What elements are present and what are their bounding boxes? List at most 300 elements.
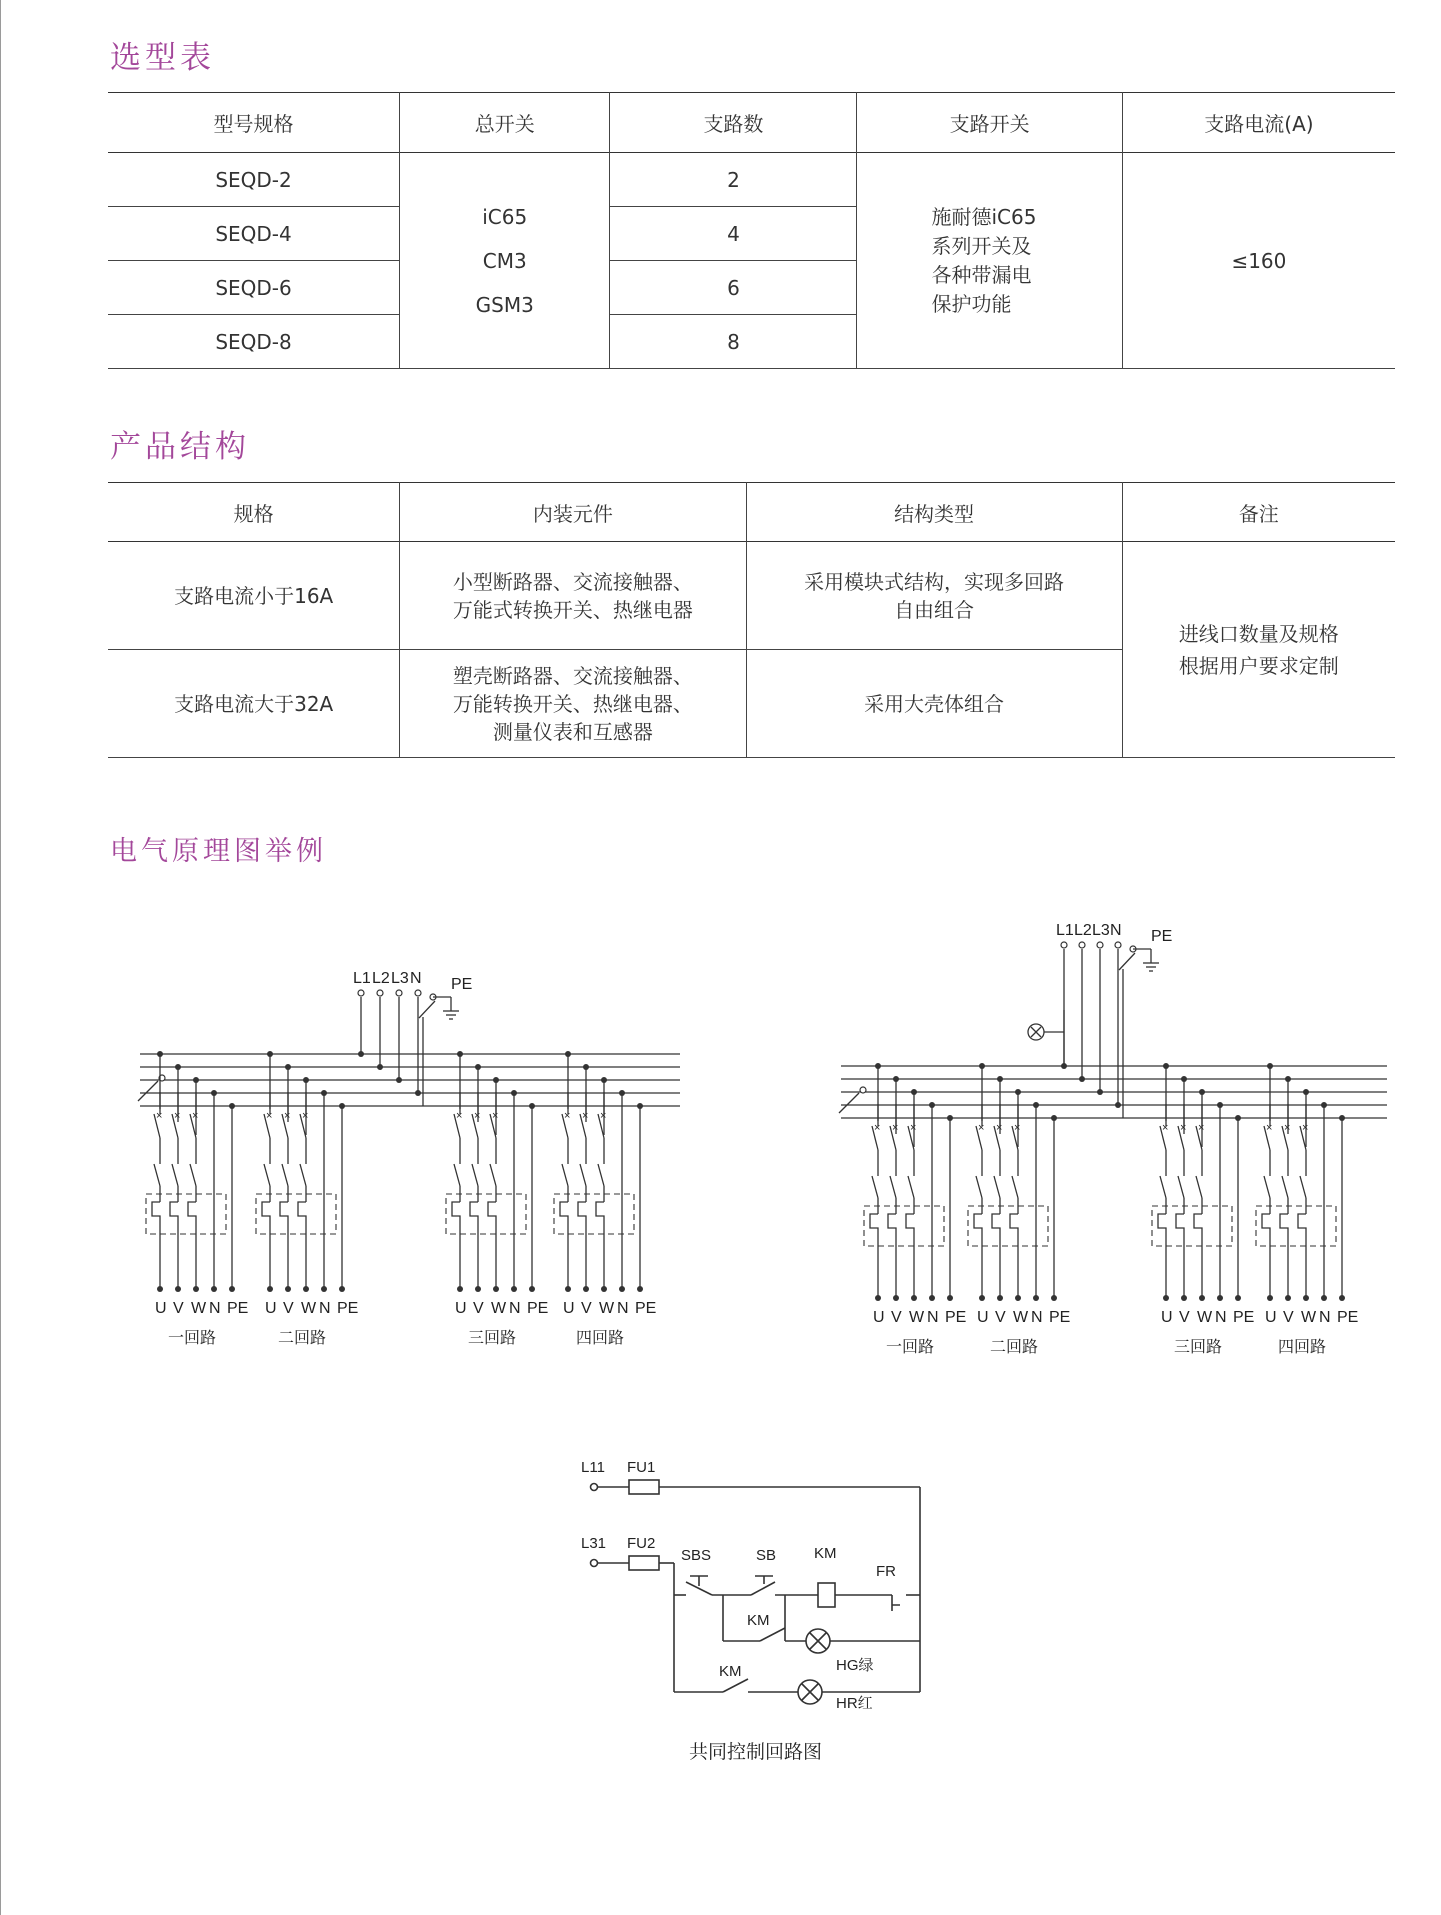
junction-dot xyxy=(303,1077,309,1083)
spec-cell: 支路电流小于16A xyxy=(108,542,400,650)
header-components: 内装元件 xyxy=(400,483,746,542)
output-label: U xyxy=(873,1309,885,1326)
components-line: 小型断路器、交流接触器、 xyxy=(452,569,693,594)
junction-dot xyxy=(583,1286,589,1292)
junction-dot xyxy=(193,1286,199,1292)
circuit-label: 四回路 xyxy=(1278,1339,1327,1356)
junction-dot xyxy=(157,1286,163,1292)
thermal-element xyxy=(152,1202,160,1230)
relay-enclosure xyxy=(1152,1206,1232,1246)
terminal xyxy=(1061,942,1067,948)
contactor-contact xyxy=(472,1164,478,1186)
lamp-hr xyxy=(798,1680,822,1704)
contactor-contact xyxy=(890,1176,896,1198)
switch-sbs-actuator xyxy=(690,1576,708,1586)
junction-dot xyxy=(1267,1295,1273,1301)
control-circuit-labels xyxy=(581,1459,896,1763)
junction-dot xyxy=(511,1286,517,1292)
junction-dot xyxy=(175,1286,181,1292)
structure-type-line: 采用模块式结构，实现多回路 xyxy=(804,569,1065,594)
junction-dot xyxy=(1163,1295,1169,1301)
junction-dot xyxy=(285,1286,291,1292)
thermal-element xyxy=(470,1202,478,1230)
components-line: 测量仪表和互感器 xyxy=(492,719,653,744)
thermal-element xyxy=(906,1214,914,1242)
label-sbs: SBS xyxy=(681,1547,712,1564)
output-label: V xyxy=(473,1300,484,1317)
breaker-mark: × xyxy=(156,1110,163,1122)
input-label: L2 xyxy=(1074,922,1092,939)
junction-dot xyxy=(529,1103,535,1109)
branch-count-cell: 8 xyxy=(610,315,857,369)
output-label: V xyxy=(995,1309,1006,1326)
junction-dot xyxy=(377,1064,383,1070)
output-label: W xyxy=(1013,1309,1029,1326)
junction-dot xyxy=(229,1286,235,1292)
contactor-contact xyxy=(976,1176,982,1198)
switch-contact xyxy=(562,1114,568,1138)
terminal xyxy=(415,990,421,996)
pe-label: PE xyxy=(1151,928,1173,945)
junction-dot xyxy=(475,1286,481,1292)
switch-km-hold xyxy=(760,1628,785,1641)
breaker-mark: × xyxy=(474,1110,481,1122)
junction-dot xyxy=(1015,1089,1021,1095)
branch-switch-line: 各种带漏电 xyxy=(931,262,1032,287)
pe-switch xyxy=(1119,953,1135,970)
header-branch-switch: 支路开关 xyxy=(857,93,1122,153)
coil-km xyxy=(818,1583,835,1607)
output-label: N xyxy=(509,1300,521,1317)
output-label: N xyxy=(1319,1309,1331,1326)
terminal xyxy=(1115,942,1121,948)
junction-dot xyxy=(997,1295,1003,1301)
structure-type-cell xyxy=(746,542,1122,650)
components-line: 万能转换开关、热继电器、 xyxy=(452,691,693,716)
junction-dot xyxy=(1079,1076,1085,1082)
junction-dot xyxy=(1217,1295,1223,1301)
breaker-mark: × xyxy=(1014,1122,1021,1134)
thermal-element xyxy=(280,1202,288,1230)
switch-contact xyxy=(282,1114,288,1138)
output-label: V xyxy=(173,1300,184,1317)
junction-dot xyxy=(457,1051,463,1057)
junction-dot xyxy=(875,1295,881,1301)
pe-label: PE xyxy=(451,976,473,993)
thermal-element xyxy=(1176,1214,1184,1242)
output-label: V xyxy=(1179,1309,1190,1326)
junction-dot xyxy=(1267,1063,1273,1069)
junction-dot xyxy=(358,1051,364,1057)
junction-dot xyxy=(1015,1295,1021,1301)
contactor-contact xyxy=(454,1164,460,1186)
thermal-element xyxy=(1280,1214,1288,1242)
junction-dot xyxy=(321,1286,327,1292)
relay-enclosure xyxy=(146,1194,226,1234)
model-cell: SEQD-6 xyxy=(108,261,400,315)
output-label: W xyxy=(1197,1309,1213,1326)
circuit-label: 四回路 xyxy=(576,1330,625,1347)
breaker-mark: × xyxy=(1266,1122,1273,1134)
junction-dot xyxy=(193,1077,199,1083)
switch-contact xyxy=(1196,1126,1202,1150)
label-l11: L11 xyxy=(581,1459,605,1476)
junction-dot xyxy=(929,1102,935,1108)
switch-contact xyxy=(1264,1126,1270,1150)
header-main-switch: 总开关 xyxy=(400,93,610,153)
junction-dot xyxy=(211,1090,217,1096)
header-spec: 规格 xyxy=(108,483,400,542)
thermal-element xyxy=(888,1214,896,1242)
junction-dot xyxy=(1061,1063,1067,1069)
relay-enclosure xyxy=(446,1194,526,1234)
selection-table xyxy=(108,92,1395,369)
output-label: PE xyxy=(337,1300,359,1317)
junction-dot xyxy=(475,1064,481,1070)
junction-dot xyxy=(415,1090,421,1096)
output-label: PE xyxy=(945,1309,967,1326)
contactor-contact xyxy=(300,1164,306,1186)
left-distribution-diagram xyxy=(138,970,680,1347)
junction-dot xyxy=(1339,1115,1345,1121)
main-switch-mark xyxy=(138,1081,158,1101)
label-fu2: FU2 xyxy=(627,1535,656,1552)
junction-dot xyxy=(457,1286,463,1292)
junction-dot xyxy=(267,1286,273,1292)
switch-contact xyxy=(154,1114,160,1138)
switch-contact xyxy=(300,1114,306,1138)
contactor-contact xyxy=(598,1164,604,1186)
model-cell: SEQD-8 xyxy=(108,315,400,369)
table-row xyxy=(108,542,1395,650)
junction-dot xyxy=(1097,1089,1103,1095)
contactor-contact xyxy=(994,1176,1000,1198)
breaker-mark: × xyxy=(910,1122,917,1134)
branch-switch-line: 系列开关及 xyxy=(931,233,1032,258)
structure-type-line: 自由组合 xyxy=(894,597,975,622)
junction-dot xyxy=(997,1076,1003,1082)
breaker-mark: × xyxy=(1180,1122,1187,1134)
output-label: V xyxy=(581,1300,592,1317)
output-label: V xyxy=(891,1309,902,1326)
output-label: W xyxy=(909,1309,925,1326)
branch-count-cell: 4 xyxy=(610,207,857,261)
junction-dot xyxy=(1285,1076,1291,1082)
indicator-lamp-cross xyxy=(1031,1027,1041,1037)
breaker-mark: × xyxy=(978,1122,985,1134)
table-row xyxy=(108,153,1395,207)
breaker-mark: × xyxy=(892,1122,899,1134)
breaker-mark: × xyxy=(564,1110,571,1122)
junction-dot xyxy=(529,1286,535,1292)
header-branch-count: 支路数 xyxy=(610,93,857,153)
circuit-label: 三回路 xyxy=(1174,1339,1223,1356)
label-fr: FR xyxy=(876,1563,896,1580)
breaker-mark: × xyxy=(174,1110,181,1122)
thermal-element xyxy=(578,1202,586,1230)
switch-contact xyxy=(976,1126,982,1150)
label-l31: L31 xyxy=(581,1535,607,1552)
header-structure-type: 结构类型 xyxy=(746,483,1122,542)
switch-contact xyxy=(872,1126,878,1150)
terminal-l31 xyxy=(591,1560,598,1567)
input-label: N xyxy=(410,970,422,987)
output-label: PE xyxy=(1049,1309,1071,1326)
switch-contact xyxy=(454,1114,460,1138)
main-switch-cell xyxy=(400,153,610,369)
output-label: W xyxy=(191,1300,207,1317)
switch-contact xyxy=(1012,1126,1018,1150)
header-remark: 备注 xyxy=(1122,483,1395,542)
output-label: U xyxy=(1161,1309,1173,1326)
contactor-contact xyxy=(282,1164,288,1186)
junction-dot xyxy=(1321,1295,1327,1301)
terminal xyxy=(358,990,364,996)
branch-switch-cell xyxy=(857,153,1122,369)
contactor-contact xyxy=(154,1164,160,1186)
output-label: W xyxy=(301,1300,317,1317)
page-left-rule xyxy=(0,0,1,1915)
circuit-label: 二回路 xyxy=(990,1339,1039,1356)
output-label: N xyxy=(617,1300,629,1317)
pe-switch xyxy=(419,1001,435,1018)
model-cell: SEQD-2 xyxy=(108,153,400,207)
contactor-contact xyxy=(1160,1176,1166,1198)
junction-dot xyxy=(1235,1295,1241,1301)
structure-header-row xyxy=(108,483,1395,542)
switch-contact xyxy=(172,1114,178,1138)
breaker-mark: × xyxy=(192,1110,199,1122)
thermal-element xyxy=(992,1214,1000,1242)
spec-cell: 支路电流大于32A xyxy=(108,650,400,758)
switch-sb-actuator xyxy=(755,1576,773,1584)
thermal-element xyxy=(262,1202,270,1230)
contactor-contact xyxy=(580,1164,586,1186)
junction-dot xyxy=(1051,1295,1057,1301)
thermal-element xyxy=(560,1202,568,1230)
junction-dot xyxy=(285,1064,291,1070)
junction-dot xyxy=(565,1286,571,1292)
junction-dot xyxy=(947,1115,953,1121)
fuse-fu2 xyxy=(629,1556,659,1570)
output-label: PE xyxy=(527,1300,549,1317)
junction-dot xyxy=(1303,1089,1309,1095)
terminal xyxy=(860,1087,866,1093)
output-label: W xyxy=(491,1300,507,1317)
breaker-mark: × xyxy=(1302,1122,1309,1134)
thermal-element xyxy=(452,1202,460,1230)
junction-dot xyxy=(1339,1295,1345,1301)
breaker-mark: × xyxy=(600,1110,607,1122)
terminal xyxy=(1130,946,1136,952)
thermal-element xyxy=(1298,1214,1306,1242)
junction-dot xyxy=(1033,1102,1039,1108)
components-line: 万能式转换开关、热继电器 xyxy=(452,597,693,622)
lamp-hr-cross xyxy=(802,1684,818,1700)
circuit-label: 一回路 xyxy=(886,1339,935,1356)
output-label: N xyxy=(1031,1309,1043,1326)
junction-dot xyxy=(565,1051,571,1057)
label-sb: SB xyxy=(756,1547,777,1564)
junction-dot xyxy=(229,1103,235,1109)
contactor-contact xyxy=(264,1164,270,1186)
breaker-mark: × xyxy=(1162,1122,1169,1134)
output-label: W xyxy=(599,1300,615,1317)
junction-dot xyxy=(1181,1076,1187,1082)
junction-dot xyxy=(1033,1295,1039,1301)
contactor-contact xyxy=(1012,1176,1018,1198)
components-line: 塑壳断路器、交流接触器、 xyxy=(452,663,693,688)
input-label: L3 xyxy=(391,970,409,987)
output-label: PE xyxy=(1233,1309,1255,1326)
relay-enclosure xyxy=(968,1206,1048,1246)
junction-dot xyxy=(601,1286,607,1292)
header-model: 型号规格 xyxy=(108,93,400,153)
contactor-contact xyxy=(1196,1176,1202,1198)
label-km-hold: KM xyxy=(747,1612,770,1629)
input-label: N xyxy=(1110,922,1122,939)
contactor-contact xyxy=(1178,1176,1184,1198)
output-label: U xyxy=(1265,1309,1277,1326)
junction-dot xyxy=(303,1286,309,1292)
switch-contact xyxy=(580,1114,586,1138)
main-switch-item: iC65 xyxy=(482,204,528,229)
junction-dot xyxy=(979,1295,985,1301)
junction-dot xyxy=(493,1077,499,1083)
junction-dot xyxy=(875,1063,881,1069)
junction-dot xyxy=(601,1077,607,1083)
label-km-aux: KM xyxy=(719,1663,742,1680)
switch-contact xyxy=(264,1114,270,1138)
relay-enclosure xyxy=(554,1194,634,1234)
remark-line: 进线口数量及规格 xyxy=(1178,621,1339,646)
lamp-hg-cross xyxy=(810,1633,826,1649)
junction-dot xyxy=(267,1051,273,1057)
label-hg: HG绿 xyxy=(836,1657,874,1674)
junction-dot xyxy=(893,1295,899,1301)
output-label: U xyxy=(455,1300,467,1317)
section-title-selection: 选型表 xyxy=(110,40,215,76)
main-switch-mark xyxy=(839,1093,859,1113)
switch-contact xyxy=(598,1114,604,1138)
circuit-label: 三回路 xyxy=(468,1330,517,1347)
input-label: L3 xyxy=(1092,922,1110,939)
terminal-l11 xyxy=(591,1484,598,1491)
header-branch-current: 支路电流(A) xyxy=(1122,93,1395,153)
branch-switch-line: 施耐德iC65 xyxy=(931,204,1037,229)
section-title-schematic: 电气原理图举例 xyxy=(110,836,327,867)
right-distribution-diagram xyxy=(839,922,1387,1356)
relay-enclosure xyxy=(1256,1206,1336,1246)
junction-dot xyxy=(1181,1295,1187,1301)
breaker-mark: × xyxy=(284,1110,291,1122)
breaker-mark: × xyxy=(266,1110,273,1122)
junction-dot xyxy=(211,1286,217,1292)
terminal xyxy=(377,990,383,996)
output-label: PE xyxy=(635,1300,657,1317)
components-cell xyxy=(400,542,746,650)
output-label: U xyxy=(563,1300,575,1317)
relay-enclosure xyxy=(864,1206,944,1246)
thermal-element xyxy=(870,1214,878,1242)
switch-contact xyxy=(1282,1126,1288,1150)
label-fu1: FU1 xyxy=(627,1459,656,1476)
junction-dot xyxy=(321,1090,327,1096)
contactor-contact xyxy=(490,1164,496,1186)
input-label: L2 xyxy=(372,970,390,987)
main-switch-item: CM3 xyxy=(482,248,527,273)
remark-cell xyxy=(1122,542,1395,758)
thermal-element xyxy=(488,1202,496,1230)
remark-line: 根据用户要求定制 xyxy=(1178,653,1339,678)
contactor-contact xyxy=(1282,1176,1288,1198)
contactor-contact xyxy=(190,1164,196,1186)
switch-contact xyxy=(490,1114,496,1138)
switch-contact xyxy=(890,1126,896,1150)
branch-count-cell: 6 xyxy=(610,261,857,315)
structure-table xyxy=(108,482,1395,758)
thermal-element xyxy=(1158,1214,1166,1242)
junction-dot xyxy=(979,1063,985,1069)
terminal xyxy=(159,1075,165,1081)
junction-dot xyxy=(339,1286,345,1292)
contactor-contact xyxy=(872,1176,878,1198)
thermal-element xyxy=(170,1202,178,1230)
junction-dot xyxy=(1199,1295,1205,1301)
input-label: L1 xyxy=(1056,922,1074,939)
label-hr: HR红 xyxy=(836,1695,873,1712)
terminal xyxy=(396,990,402,996)
contactor-contact xyxy=(908,1176,914,1198)
junction-dot xyxy=(1303,1295,1309,1301)
junction-dot xyxy=(1285,1295,1291,1301)
circuit-label: 一回路 xyxy=(168,1330,217,1347)
breaker-mark: × xyxy=(996,1122,1003,1134)
junction-dot xyxy=(157,1051,163,1057)
relay-fr xyxy=(892,1595,900,1611)
junction-dot xyxy=(911,1295,917,1301)
junction-dot xyxy=(396,1077,402,1083)
junction-dot xyxy=(911,1089,917,1095)
switch-contact xyxy=(1300,1126,1306,1150)
main-switch-item: GSM3 xyxy=(475,292,534,317)
thermal-element xyxy=(596,1202,604,1230)
thermal-element xyxy=(188,1202,196,1230)
junction-dot xyxy=(583,1064,589,1070)
output-label: PE xyxy=(227,1300,249,1317)
junction-dot xyxy=(493,1286,499,1292)
junction-dot xyxy=(1199,1089,1205,1095)
branch-current-cell: ≤160 xyxy=(1122,153,1395,369)
lamp-hg xyxy=(806,1629,830,1653)
switch-contact xyxy=(190,1114,196,1138)
input-label: L1 xyxy=(353,970,371,987)
breaker-mark: × xyxy=(302,1110,309,1122)
output-label: PE xyxy=(1337,1309,1359,1326)
thermal-element xyxy=(1194,1214,1202,1242)
switch-contact xyxy=(994,1126,1000,1150)
breaker-mark: × xyxy=(492,1110,499,1122)
breaker-mark: × xyxy=(456,1110,463,1122)
switch-contact xyxy=(1160,1126,1166,1150)
junction-dot xyxy=(1321,1102,1327,1108)
output-label: N xyxy=(1215,1309,1227,1326)
branch-switch-line: 保护功能 xyxy=(931,291,1012,316)
relay-enclosure xyxy=(256,1194,336,1234)
junction-dot xyxy=(929,1295,935,1301)
contactor-contact xyxy=(1300,1176,1306,1198)
selection-header-row xyxy=(108,93,1395,153)
